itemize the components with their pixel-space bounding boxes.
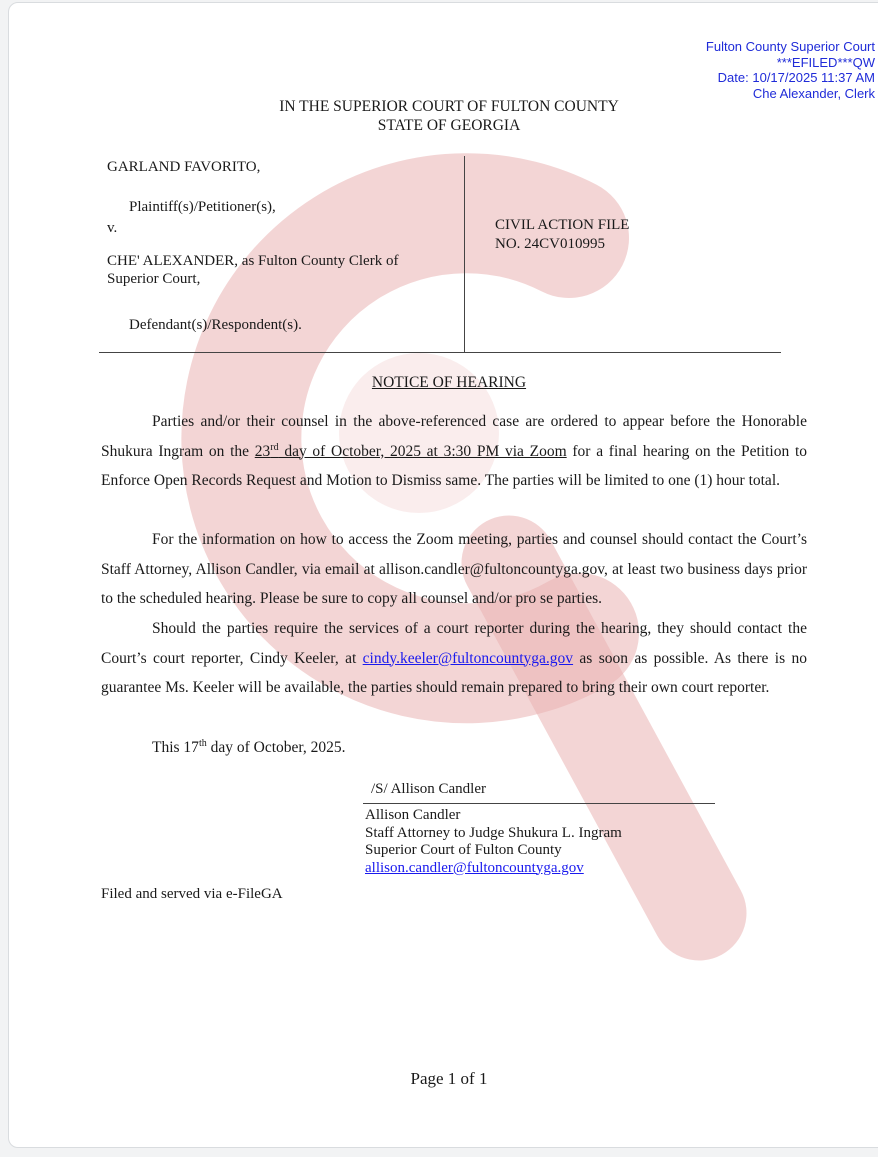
notice-title: NOTICE OF HEARING: [371, 374, 527, 391]
versus: v.: [107, 220, 118, 236]
paragraph-hearing: Parties and/or their counsel in the above-referenced case are ordered to appear before the Honorable Shukura Ingram on the 23rd day of October, 2025 at 3:30 PM via Zoom for a final hearing on the Petition to Enforce Open Records Request and Motion to Dismiss same. The parties will be limited to one (1) hour total.: [101, 413, 807, 489]
filed-note: Filed and served via e-FileGA: [101, 886, 283, 902]
reporter-email-link[interactable]: cindy.keeler@fultoncountyga.gov: [362, 649, 574, 667]
signer-email-link[interactable]: allison.candler@fultoncountyga.gov: [365, 859, 584, 876]
court-state: STATE OF GEORGIA: [377, 117, 521, 134]
defendant-line-2: Superior Court,: [107, 271, 201, 287]
caption-divider-vertical: [464, 156, 465, 352]
court-header: [9, 97, 878, 135]
stamp-clerk: Che Alexander, Clerk: [752, 85, 875, 101]
stamp-court: Fulton County Superior Court: [705, 39, 875, 54]
hearing-date: 23rd day of October, 2025 at 3:30 PM via Zoom: [254, 441, 567, 460]
stamp-date: Date: 10/17/2025 11:37 AM: [717, 70, 875, 85]
dated-line: This 17th day of October, 2025.: [152, 737, 346, 756]
defendant-role: Defendant(s)/Respondent(s).: [129, 317, 302, 333]
signature-line: [363, 803, 715, 804]
signature-block: [365, 807, 622, 877]
paragraph-reporter: Should the parties require the services of a court reporter during the hearing, they should contact the Court’s court reporter, Cindy Keeler, at cindy.keeler@fultoncountyga.gov as soon as possible. As there is no guarantee Ms. Keeler will be available, the parties should remain prepared to bring their own court reporter.: [101, 620, 807, 696]
stamp-efiled: ***EFILED***QW: [776, 54, 875, 70]
document-page: [8, 2, 878, 1148]
e-signature: /S/ Allison Candler: [371, 781, 487, 797]
caption-divider-horizontal: [99, 352, 781, 353]
court-name: IN THE SUPERIOR COURT OF FULTON COUNTY: [279, 98, 619, 115]
plaintiff-name: GARLAND FAVORITO,: [107, 159, 261, 175]
paragraph-zoom: For the information on how to access the Zoom meeting, parties and counsel should contact the Court’s Staff Attorney, Allison Candler, via email at allison.candler@fultoncountyga.gov, at least two business days prior to the scheduled hearing. Please be sure to copy all counsel and/or pro se parties.: [101, 531, 807, 607]
defendant-line-1: CHE' ALEXANDER, as Fulton County Clerk of: [107, 253, 399, 269]
signer-name: Allison Candler: [365, 807, 461, 823]
plaintiff-role: Plaintiff(s)/Petitioner(s),: [129, 199, 276, 215]
page-number: Page 1 of 1: [410, 1069, 488, 1088]
efiled-stamp: [706, 39, 875, 101]
civil-action-label: CIVIL ACTION FILE: [495, 217, 630, 233]
case-number: NO. 24CV010995: [495, 236, 606, 252]
signer-court: Superior Court of Fulton County: [365, 842, 562, 858]
signer-title: Staff Attorney to Judge Shukura L. Ingram: [365, 824, 622, 841]
